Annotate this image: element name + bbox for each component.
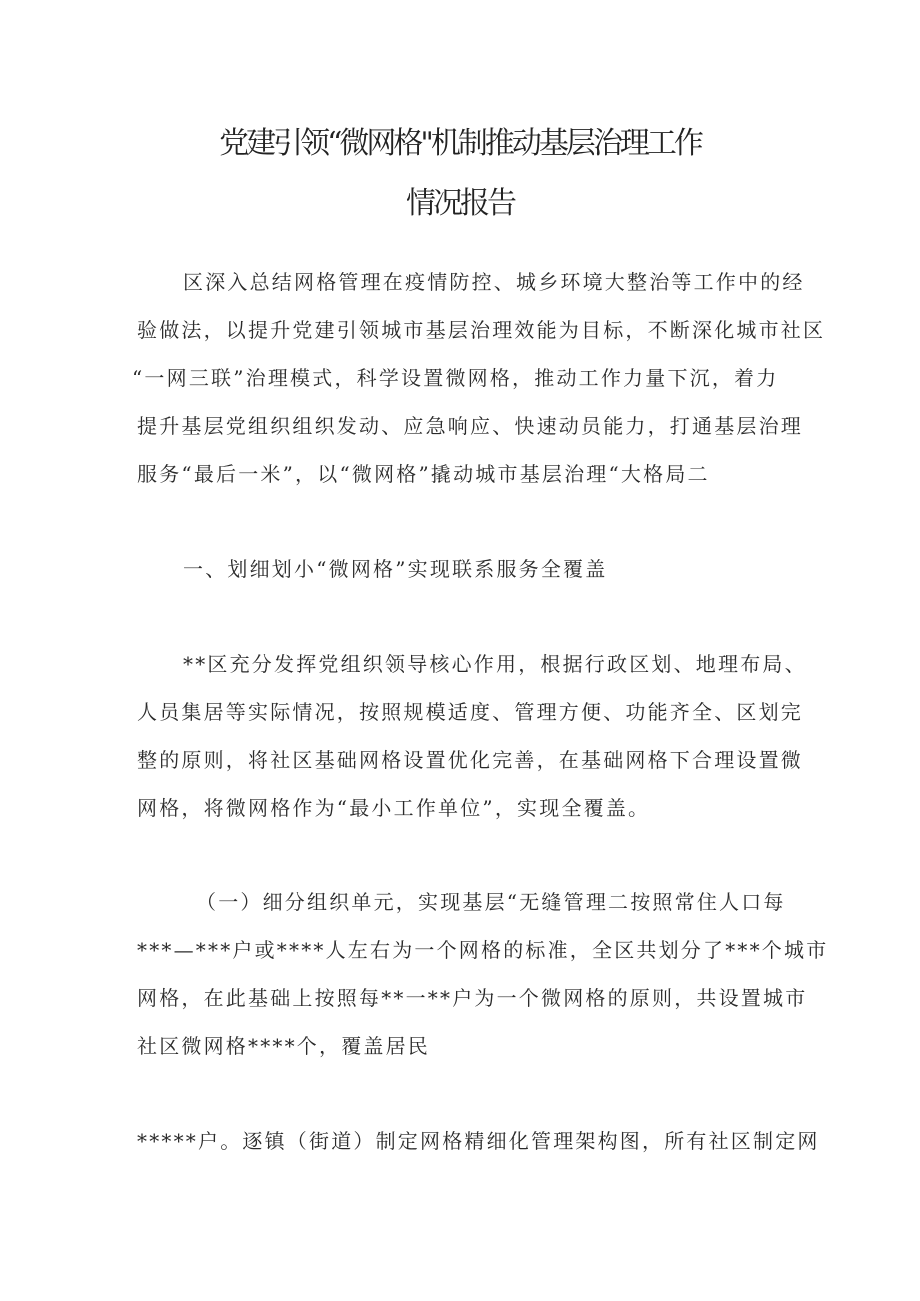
section-heading-text: 一、划细划小“微网格”实现联系服务全覆盖: [183, 557, 608, 581]
document-title-line-1: 党建引领“微网格''机制推动基层治理工作: [219, 126, 701, 161]
text-line: 社区微网格****个，覆盖居民: [137, 1034, 430, 1058]
text-line: 整的原则，将社区基础网格设置优化完善，在基础网格下合理设置微: [137, 748, 803, 772]
text-line: （一）细分组织单元，实现基层“无缝管理二按照常住人口每: [196, 890, 786, 914]
text-line: 区深入总结网格管理在疫情防控、城乡环境大整治等工作中的经: [183, 270, 805, 294]
text-line: *****户。逐镇（街道）制定网格精细化管理架构图，所有社区制定网: [137, 1129, 820, 1153]
text-line: 验做法，以提升党建引领城市基层治理效能为目标，不断深化城市社区: [137, 318, 826, 342]
text-line: 服务“最后一米”，以“微网格”撬动城市基层治理“大格局二: [137, 462, 710, 486]
text-line: 提升基层党组织组织发动、应急响应、快速动员能力，打通基层治理: [137, 414, 803, 438]
text-line: 网格，在此基础上按照每**一**户为一个微网格的原则，共设置城市: [137, 986, 808, 1010]
text-line: ***—***户或****人左右为一个网格的标准，全区共划分了***个城市: [137, 938, 829, 962]
text-line: 人员集居等实际情况，按照规模适度、管理方便、功能齐全、区划完: [137, 700, 803, 724]
text-line: “一网三联”治理模式，科学设置微网格，推动工作力量下沉，着力: [132, 366, 779, 390]
document-title-line-2: 情况报告: [406, 186, 514, 221]
text-line: **区充分发挥党组织领导核心作用，根据行政区划、地理布局、: [183, 652, 807, 676]
text-line: 网格，将微网格作为“最小工作单位”，实现全覆盖。: [137, 796, 651, 820]
